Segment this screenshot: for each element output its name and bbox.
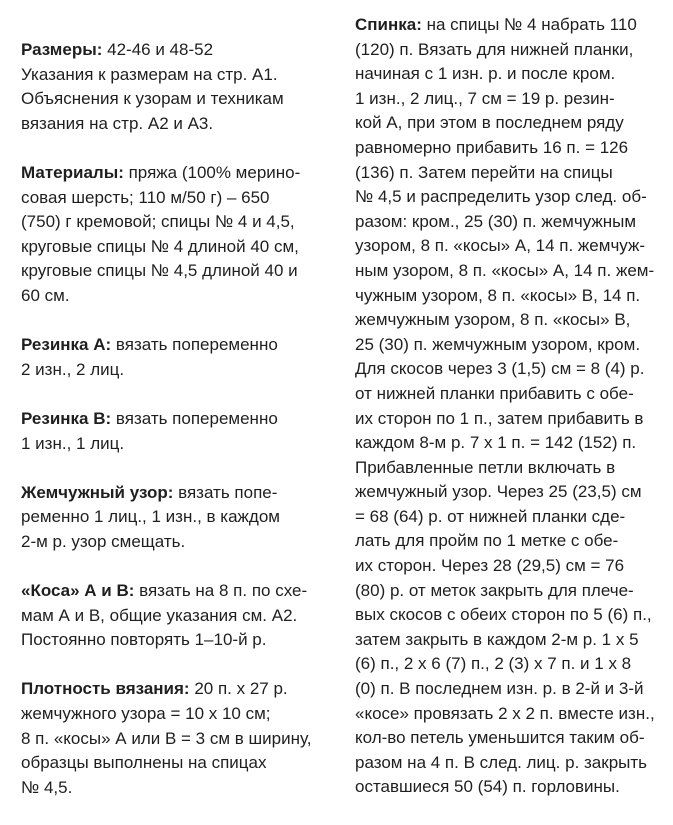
line-text: узором, 8 п. «косы» А, 14 п. жемчуж-: [355, 236, 646, 256]
text-line: [355, 357, 667, 382]
line-text: (6) п., 2 х 6 (7) п., 2 (3) х 7 п. и 1 х 8: [355, 654, 632, 674]
text-line: [355, 603, 667, 628]
text-line: [21, 63, 331, 88]
text-line: [21, 161, 331, 186]
line-text: вых скосов с обеих сторон по 5 (6) п.,: [355, 605, 652, 625]
line-text: вязания на стр. А2 и А3.: [21, 113, 214, 133]
line-text: затем закрыть в каждом 2-м р. 1 х 5: [355, 629, 639, 649]
text-line: [355, 38, 667, 63]
text-line: [21, 579, 331, 604]
text-line: [21, 284, 331, 309]
text-line: [21, 407, 331, 432]
line-text: Для скосов через 3 (1,5) см = 8 (4) р.: [355, 359, 645, 379]
line-text: (136) п. Затем перейти на спицы: [355, 162, 613, 182]
line-text: (750) г кремовой; спицы № 4 и 4,5,: [21, 212, 295, 232]
line-text: оставшиеся 50 (54) п. горловины.: [355, 777, 620, 797]
line-text: Прибавленные петли включать в: [355, 457, 616, 477]
text-line: [355, 87, 667, 112]
line-text: 8 п. «косы» А или В = 3 см в ширину,: [21, 728, 312, 748]
line-text: жемчужным узором, 8 п. «косы» В,: [355, 310, 631, 330]
section-label: Резинка В:: [21, 408, 112, 428]
text-line: [355, 677, 667, 702]
line-text: ременно 1 лиц., 1 изн., в каждом: [21, 507, 280, 527]
line-text: жемчужный узор. Через 25 (23,5) см: [355, 482, 642, 502]
text-line: [355, 554, 667, 579]
line-text: кой А, при этом в последнем ряду: [355, 113, 624, 133]
text-line: [355, 185, 667, 210]
section-label: Жемчужный узор:: [21, 482, 174, 502]
line-text: круговые спицы № 4 длиной 40 см,: [21, 236, 299, 256]
text-line: [355, 628, 667, 653]
text-line: [355, 505, 667, 530]
section-label: Материалы:: [21, 162, 124, 182]
line-text: от нижней планки прибавить с обе-: [355, 383, 634, 403]
line-text: разом на 4 п. В след. лиц. р. закрыть: [355, 752, 648, 772]
line-text: 1 изн., 1 лиц.: [21, 433, 125, 453]
line-text: Объяснения к узорам и техникам: [21, 89, 284, 109]
text-line: [355, 13, 667, 38]
text-line: [21, 38, 331, 63]
line-text: 2 изн., 2 лиц.: [21, 359, 125, 379]
text-line: [355, 456, 667, 481]
text-line: [355, 726, 667, 751]
line-text: ным узором, 8 п. «косы» А, 14 п. жем-: [355, 260, 655, 280]
line-text: жемчужного узора = 10 х 10 см;: [21, 704, 271, 724]
text-line: [355, 407, 667, 432]
text-line: [355, 480, 667, 505]
line-text: равномерно прибавить 16 п. = 126: [355, 137, 629, 157]
line-text: круговые спицы № 4,5 длиной 40 и: [21, 261, 298, 281]
text-line: [21, 604, 331, 629]
text-line: [21, 751, 331, 776]
line-text: совая шерсть; 110 м/50 г) – 650: [21, 187, 270, 207]
text-line: [355, 210, 667, 235]
text-line: [355, 751, 667, 776]
text-line: [355, 234, 667, 259]
line-text: = 68 (64) р. от нижней планки сде-: [355, 506, 626, 526]
line-text: 42-46 и 48-52: [102, 40, 214, 59]
text-line: [355, 579, 667, 604]
text-line: [21, 87, 331, 112]
line-text: № 4,5 и распределить узор след. об-: [355, 187, 647, 207]
gauge-section: [21, 677, 331, 800]
text-line: [355, 259, 667, 284]
line-text: мам А и В, общие указания см. А2.: [21, 605, 298, 625]
text-line: [355, 308, 667, 333]
text-line: [21, 259, 331, 284]
line-text: на спицы № 4 набрать 110: [421, 15, 637, 34]
line-text: № 4,5.: [21, 777, 73, 797]
line-text: Постоянно повторять 1–10-й р.: [21, 630, 267, 650]
right-column: [355, 0, 667, 825]
text-line: [355, 333, 667, 358]
line-text: чужным узором, 8 п. «косы» В, 14 п.: [355, 285, 641, 305]
line-text: начиная с 1 изн. р. и после кром.: [355, 64, 616, 84]
line-text: 2-м р. узор смещать.: [21, 531, 186, 551]
sizes-section: [21, 38, 331, 136]
section-label: Резинка А:: [21, 335, 112, 355]
text-line: [355, 111, 667, 136]
line-text: «косе» провязать 2 х 2 п. вместе изн.,: [355, 703, 655, 723]
text-line: [21, 358, 331, 383]
line-text: 1 изн., 2 лиц., 7 см = 19 р. резин-: [355, 88, 615, 108]
text-line: [355, 382, 667, 407]
line-text: разом: кром., 25 (30) п. жемчужным: [355, 211, 637, 231]
text-line: [21, 333, 331, 358]
line-text: их сторон. Через 28 (29,5) см = 76: [355, 556, 625, 576]
left-column: [21, 0, 331, 825]
line-text: (80) р. от меток закрыть для плече-: [355, 580, 634, 600]
line-text: вязать попе-: [173, 482, 278, 502]
text-line: [21, 505, 331, 530]
section-label: Плотность вязания:: [21, 679, 190, 699]
text-line: [21, 112, 331, 137]
line-text: их сторон по 1 п., затем прибавить в: [355, 408, 644, 428]
rib-b-section: [21, 407, 331, 456]
text-line: [21, 628, 331, 653]
text-line: [355, 136, 667, 161]
text-line: [355, 702, 667, 727]
text-line: [355, 161, 667, 186]
text-line: [355, 62, 667, 87]
text-line: [355, 431, 667, 456]
line-text: 60 см.: [21, 285, 70, 305]
text-line: [21, 186, 331, 211]
text-line: [21, 210, 331, 235]
text-line: [21, 235, 331, 260]
line-text: вязать попеременно: [111, 408, 278, 428]
line-text: вязать попеременно: [111, 335, 278, 355]
section-label: «Коса» А и В:: [21, 581, 135, 601]
section-label: Спинка:: [355, 15, 422, 34]
line-text: 20 п. х 27 р.: [189, 679, 288, 699]
line-text: лать для пройм по 1 метке с обе-: [355, 531, 619, 551]
line-text: 25 (30) п. жемчужным узором, кром.: [355, 334, 641, 354]
text-line: [21, 432, 331, 457]
line-text: кол-во петель уменьшится таким об-: [355, 728, 645, 748]
line-text: Указания к размерам на стр. А1.: [21, 64, 278, 84]
materials-section: [21, 161, 331, 309]
line-text: каждом 8-м р. 7 х 1 п. = 142 (152) п.: [355, 433, 637, 453]
rib-a-section: [21, 333, 331, 382]
line-text: пряжа (100% мерино-: [123, 162, 301, 182]
text-line: [21, 530, 331, 555]
text-line: [355, 652, 667, 677]
line-text: образцы выполнены на спицах: [21, 753, 267, 773]
text-line: [21, 727, 331, 752]
section-label: Размеры:: [21, 40, 103, 59]
pearl-pattern-section: [21, 481, 331, 555]
text-line: [21, 677, 331, 702]
line-text: вязать на 8 п. по схе-: [134, 581, 308, 601]
text-line: [355, 284, 667, 309]
cable-section: [21, 579, 331, 653]
text-line: [355, 529, 667, 554]
text-line: [21, 776, 331, 801]
line-text: (120) п. Вязать для нижней планки,: [355, 39, 634, 59]
line-text: (0) п. В последнем изн. р. в 2-й и 3-й: [355, 679, 644, 699]
text-line: [21, 702, 331, 727]
text-line: [21, 481, 331, 506]
text-line: [355, 775, 667, 800]
back-section: [355, 13, 667, 800]
